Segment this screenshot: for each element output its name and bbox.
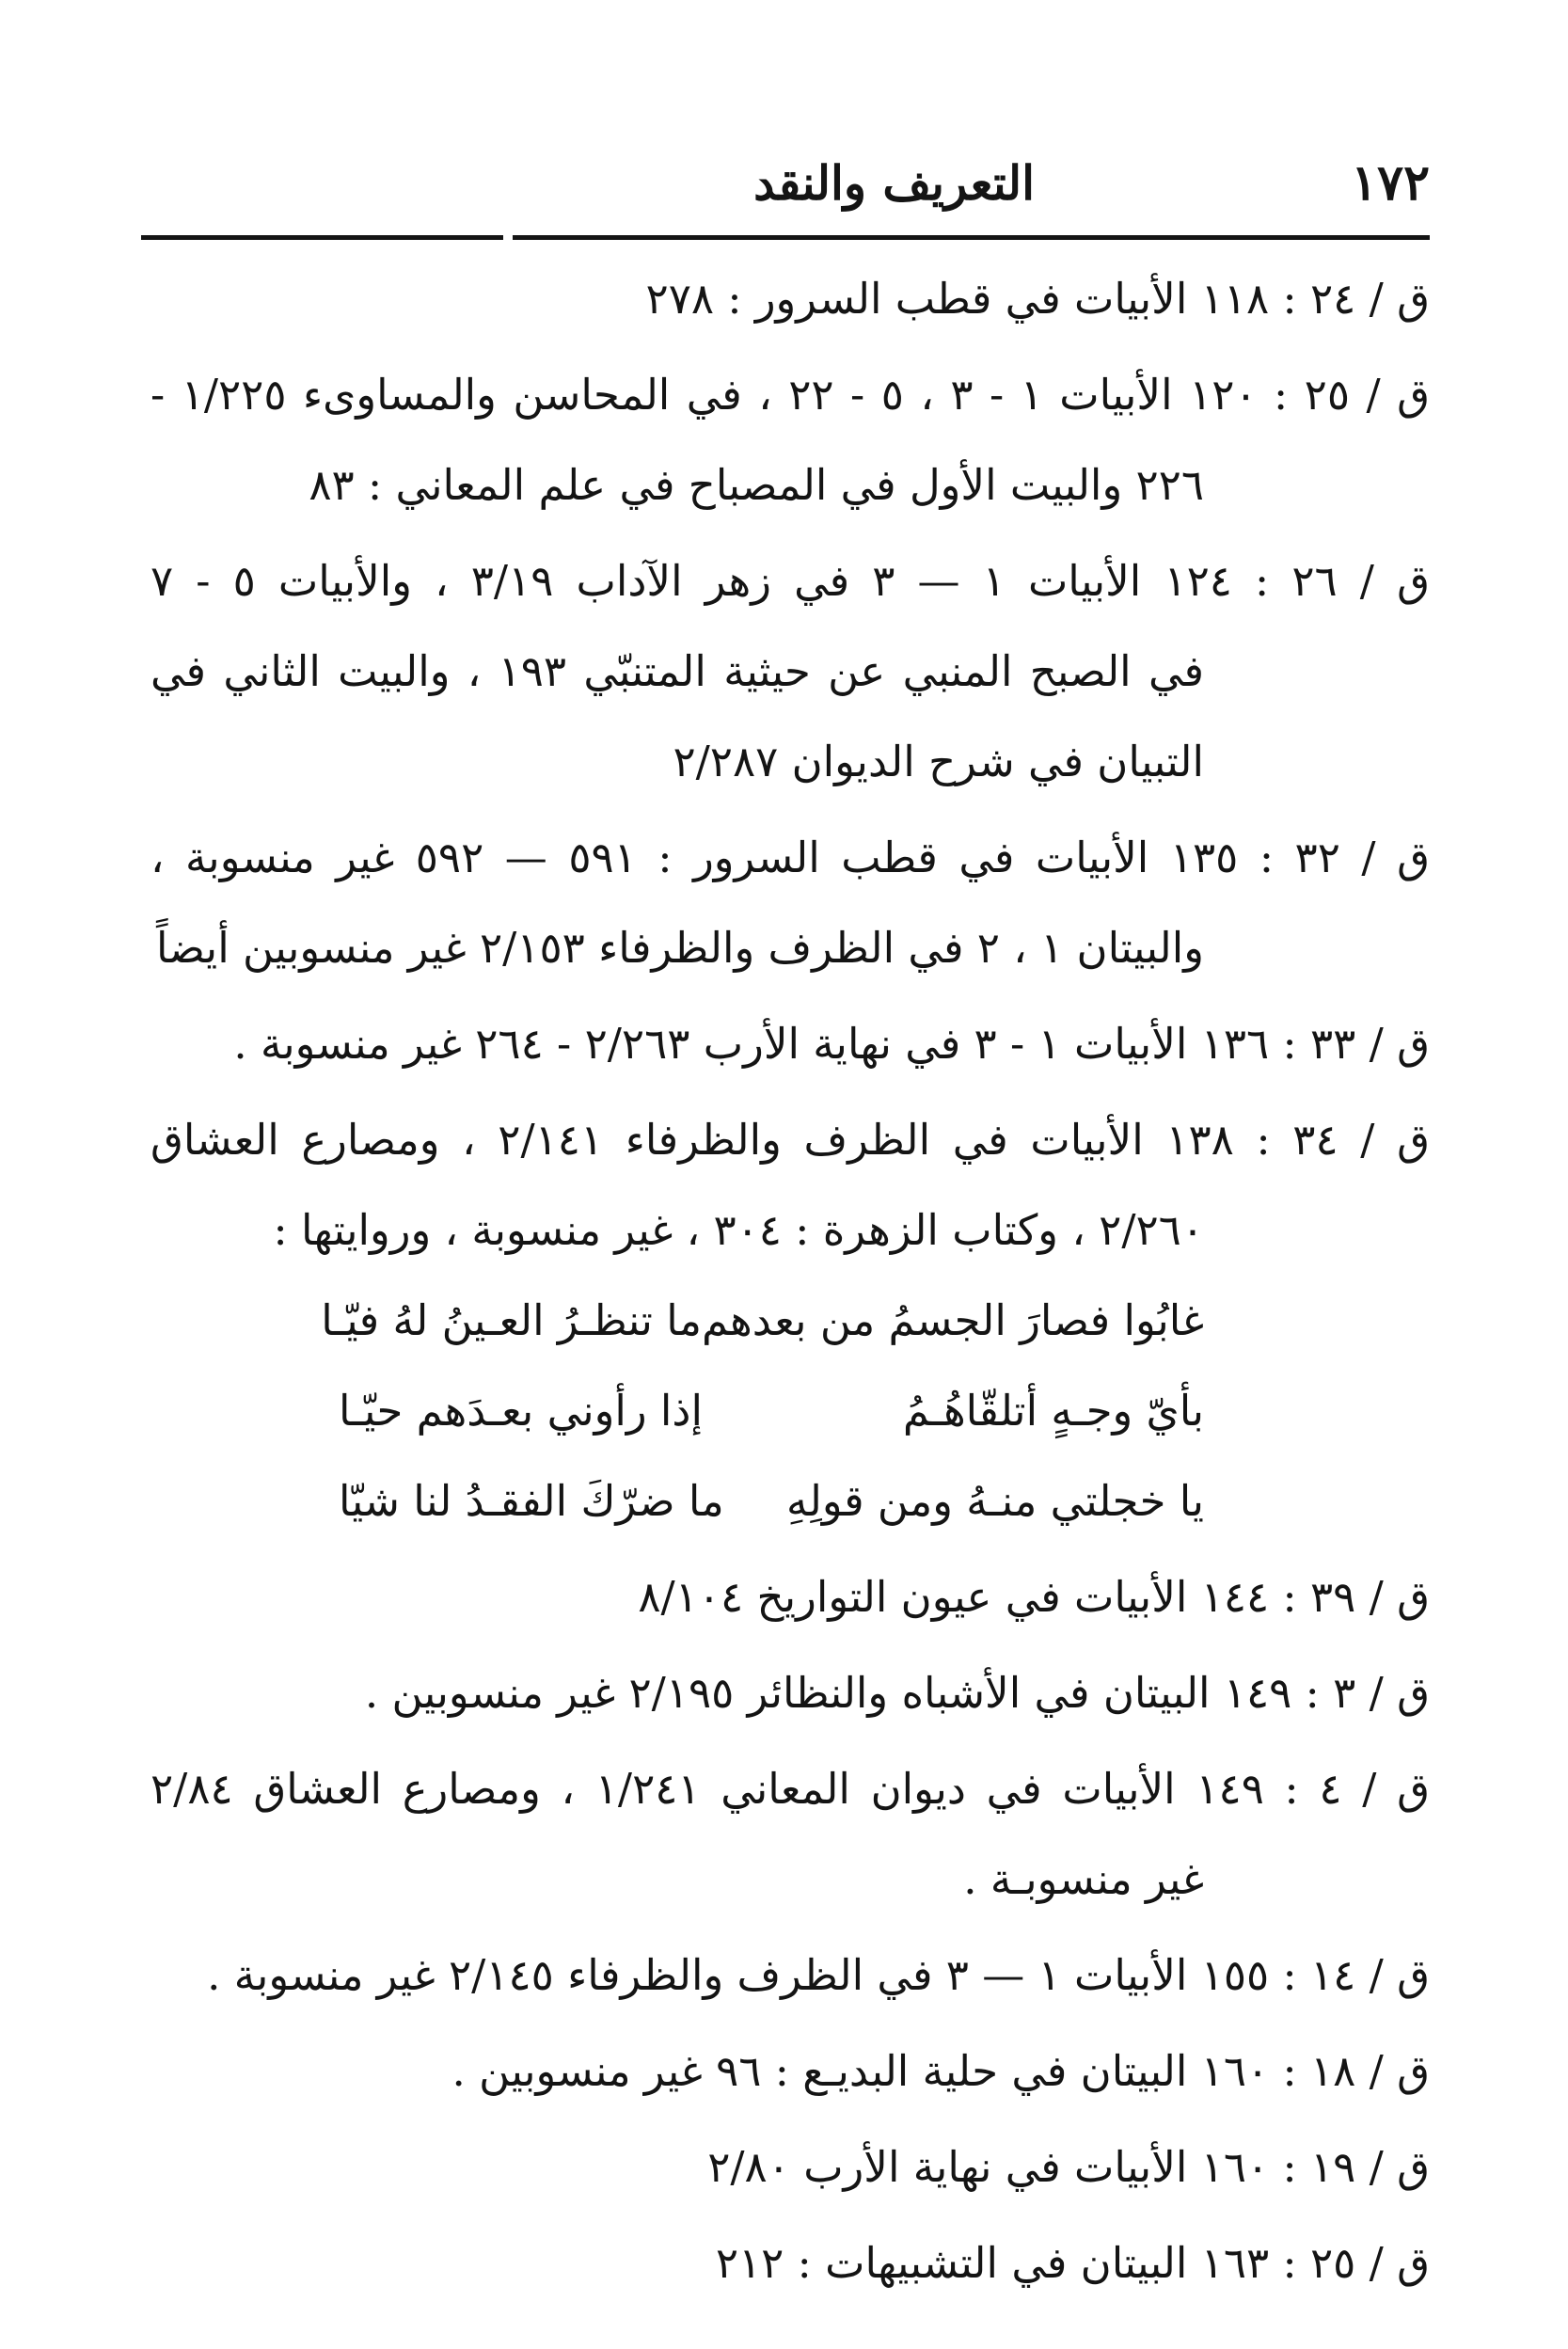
verse-second-hemistich: ما تنظـرُ العـينُ لهُ فيّـا [321,1295,703,1345]
entry-line: ق / ١٤ : ١٥٥ الأبيات ١ — ٣ في الظرف والظرفاء ٢/١٤٥ غير منسوبة . [207,1950,1430,2000]
entry-line: ق / ٢٤ : ١١٨ الأبيات في قطب السرور : ٢٧٨ [645,274,1430,324]
reference-entry [150,2026,1430,2117]
verse-first-hemistich: يا خجلتي منـهُ ومن قولِهِ [786,1476,1204,1526]
reference-entry [150,813,1430,993]
reference-entry [150,2218,1430,2309]
entry-line: ق / ٣ : ١٤٩ البيتان في الأشباه والنظائر ٢/١٩٥ غير منسوبين . [364,1668,1430,1718]
reference-entry [150,350,1430,531]
reference-entry [150,1552,1430,1643]
entry-line: ق / ٢٦ : ١٢٤ الأبيات ١ — ٣ في زهر الآداب ٣/١٩ ، والأبيات ٥ - ٧ [150,556,1430,606]
reference-entry [150,1744,1430,1925]
reference-entry [150,536,1430,807]
entry-continuation-line: ٢٢٦ والبيت الأول في المصباح في علم المعاني : ٨٣ [309,460,1204,510]
verse-second-hemistich: ما ضرّكَ الفقـدُ لنا شيّا [339,1476,724,1526]
entry-line: ق / ٤ : ١٤٩ الأبيات في ديوان المعاني ١/٢٤١ ، ومصارع العشاق ٢/٨٤ [150,1764,1430,1814]
entry-line: ق / ١٩ : ١٦٠ الأبيات في نهاية الأرب ٢/٨٠ [707,2142,1430,2192]
poem-verse [150,1456,1430,1547]
header-rule-right [513,235,1430,240]
verse-second-hemistich: إذا رأوني بعـدَهم حيّـا [339,1386,703,1436]
entry-line: ق / ٣٤ : ١٣٨ الأبيات في الظرف والظرفاء ٢/١٤١ ، ومصارع العشاق [150,1115,1430,1165]
running-title: التعريف والنقد [753,155,1035,211]
header-rule-left [141,235,503,240]
entry-continuation-line: غير منسوبـة . [963,1854,1204,1904]
entry-continuation-line: في الصبح المنبي عن حيثية المتنبّي ١٩٣ ، والبيت الثاني في [150,646,1204,696]
poem-verse [150,1366,1430,1456]
reference-entry [150,254,1430,344]
reference-entry [150,1648,1430,1738]
reference-entry [150,1095,1430,1547]
poem-verse [150,1276,1430,1366]
reference-entry [150,1930,1430,2021]
entry-line: ق / ٣٢ : ١٣٥ الأبيات في قطب السرور : ٥٩١ — ٥٩٢ غير منسوبة ، [150,833,1430,882]
references-list [150,254,1430,2314]
reference-entry [150,999,1430,1089]
entry-line: ق / ٢٥ : ١٦٣ البيتان في التشبيهات : ٢١٢ [715,2238,1430,2288]
verse-first-hemistich: بأيّ وجـهٍ أتلقّاهُـمُ [902,1386,1204,1436]
reference-entry [150,2122,1430,2213]
entry-continuation-line: والبيتان ١ ، ٢ في الظرف والظرفاء ٢/١٥٣ غير منسوبين أيضاً [155,923,1204,973]
page-number: ١٧٢ [1351,154,1430,212]
entry-line: ق / ٢٥ : ١٢٠ الأبيات ١ - ٣ ، ٥ - ٢٢ ، في المحاسن والمساوىء ١/٢٢٥ - [150,370,1430,420]
entry-line: ق / ٣٣ : ١٣٦ الأبيات ١ - ٣ في نهاية الأرب ٢/٢٦٣ - ٢٦٤ غير منسوبة . [233,1019,1430,1069]
entry-line: ق / ١٨ : ١٦٠ البيتان في حلية البديـع : ٩٦ غير منسوبين . [451,2046,1430,2096]
entry-line: ق / ٣٩ : ١٤٤ الأبيات في عيون التواريخ ٨/١٠٤ [638,1572,1430,1622]
page-header [150,141,1430,226]
entry-continuation-line: ٢/٢٦٠ ، وكتاب الزهرة : ٣٠٤ ، غير منسوبة ، وروايتها : [273,1205,1204,1255]
verse-first-hemistich: غابُوا فصارَ الجسمُ من بعدهم [702,1295,1204,1345]
entry-continuation-line: التبيان في شرح الديوان ٢/٢٨٧ [673,737,1204,786]
